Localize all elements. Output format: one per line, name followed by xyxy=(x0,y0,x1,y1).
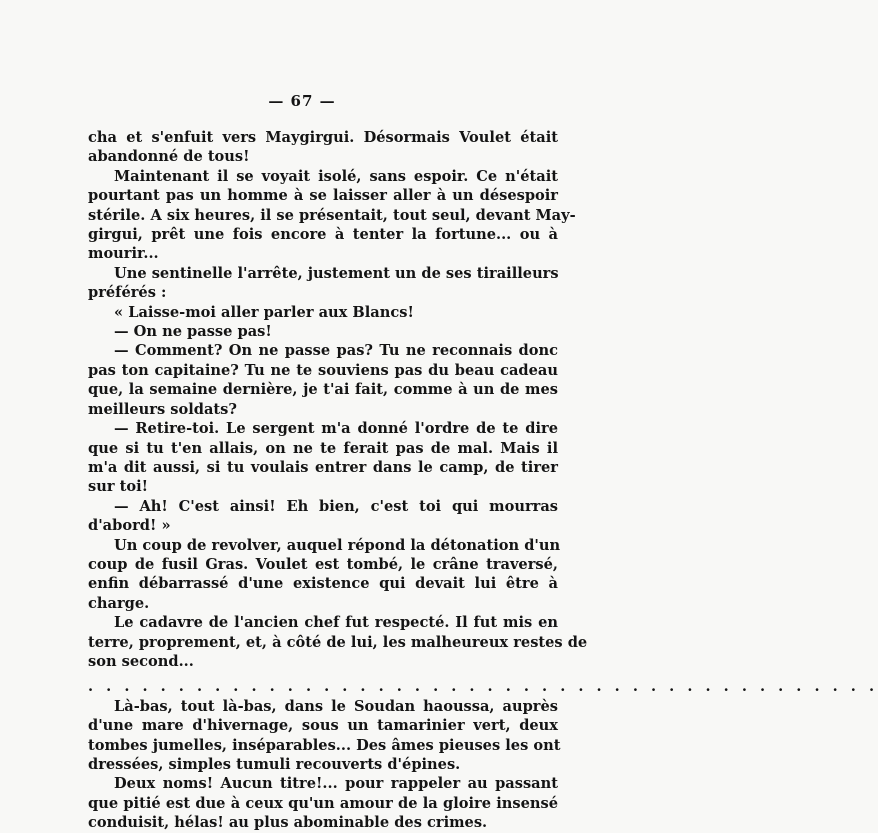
paragraph xyxy=(88,167,576,264)
paragraph xyxy=(88,497,558,536)
text-line: enfin débarrassé d'une existence qui devait lui être à xyxy=(88,575,558,593)
paragraph xyxy=(88,303,558,322)
text-line: meilleurs soldats? xyxy=(88,400,237,418)
text-line: pas ton capitaine? Tu ne te souviens pas du beau cadeau xyxy=(88,361,558,379)
paragraph xyxy=(88,322,558,341)
text-line: que, la semaine dernière, je t'ai fait, comme à un de mes xyxy=(88,381,558,399)
paragraph xyxy=(88,419,558,497)
text-line: d'une mare d'hivernage, sous un tamarinier vert, deux xyxy=(88,717,558,735)
text-line: son second... xyxy=(88,652,194,670)
paragraph xyxy=(88,697,561,775)
text-line: dressées, simples tumuli recouverts d'épines. xyxy=(88,755,461,773)
paragraph xyxy=(88,774,558,832)
text-line: coup de fusil Gras. Voulet est tombé, le crâne traversé, xyxy=(88,555,558,573)
text-line: mourir... xyxy=(88,245,159,263)
text-line: conduisit, hélas! au plus abominable des crimes. xyxy=(88,814,488,832)
text-line: que pitié est due à ceux qu'un amour de la gloire insensé xyxy=(88,794,558,812)
text-line: — Comment? On ne passe pas? Tu ne reconnais donc xyxy=(114,342,558,360)
text-line: abandonné de tous! xyxy=(88,148,250,166)
text-line: cha et s'enfuit vers Maygirgui. Désormais Voulet était xyxy=(88,129,558,146)
text-line: d'abord! » xyxy=(88,517,171,535)
text-line: préférés : xyxy=(88,284,167,302)
text-line: « Laisse-moi aller parler aux Blancs! xyxy=(114,303,414,321)
text-line: pourtant pas un homme à se laisser aller à un désespoir xyxy=(88,187,558,205)
text-line: sur toi! xyxy=(88,478,149,496)
paragraph xyxy=(88,128,558,167)
text-line: Maintenant il se voyait isolé, sans espoir. Ce n'était xyxy=(114,167,558,185)
text-line: Une sentinelle l'arrête, justement un de ses tirailleurs xyxy=(114,264,559,282)
text-line: m'a dit aussi, si tu voulais entrer dans le camp, de tirer xyxy=(88,458,558,476)
text-line: stérile. A six heures, il se présentait, tout seul, devant May- xyxy=(88,206,576,224)
text-line: terre, proprement, et, à côté de lui, les malheureux restes de xyxy=(88,633,588,651)
text-line: charge. xyxy=(88,594,150,612)
text-line: Deux noms! Aucun titre!... pour rappeler au passant xyxy=(114,775,558,793)
text-line: tombes jumelles, inséparables... Des âmes pieuses les ont xyxy=(88,736,561,754)
text-line: Là-bas, tout là-bas, dans le Soudan haoussa, auprès xyxy=(114,697,558,715)
body-text xyxy=(88,128,878,833)
paragraph xyxy=(88,264,558,303)
text-line: — Ah! C'est ainsi! Eh bien, c'est toi qui mourras xyxy=(114,497,558,515)
text-line: girgui, prêt une fois encore à tenter la fortune... ou à xyxy=(88,226,558,244)
section-separator: . . . . . . . . . . . . . . . . . . . . . . . . . . . . . . . . . . . . . . . . . . . . xyxy=(88,678,878,696)
text-line: — On ne passe pas! xyxy=(114,323,272,341)
paragraph xyxy=(88,613,588,671)
text-line: que si tu t'en allais, on ne te ferait pas de mal. Mais il xyxy=(88,439,558,457)
page-number: — 67 — xyxy=(268,92,336,110)
text-line: Un coup de revolver, auquel répond la détonation d'un xyxy=(114,536,561,554)
text-line: — Retire-toi. Le sergent m'a donné l'ordre de te dire xyxy=(114,420,558,438)
text-line: Le cadavre de l'ancien chef fut respecté. Il fut mis en xyxy=(114,614,558,632)
paragraph xyxy=(88,341,558,419)
paragraph xyxy=(88,536,561,614)
